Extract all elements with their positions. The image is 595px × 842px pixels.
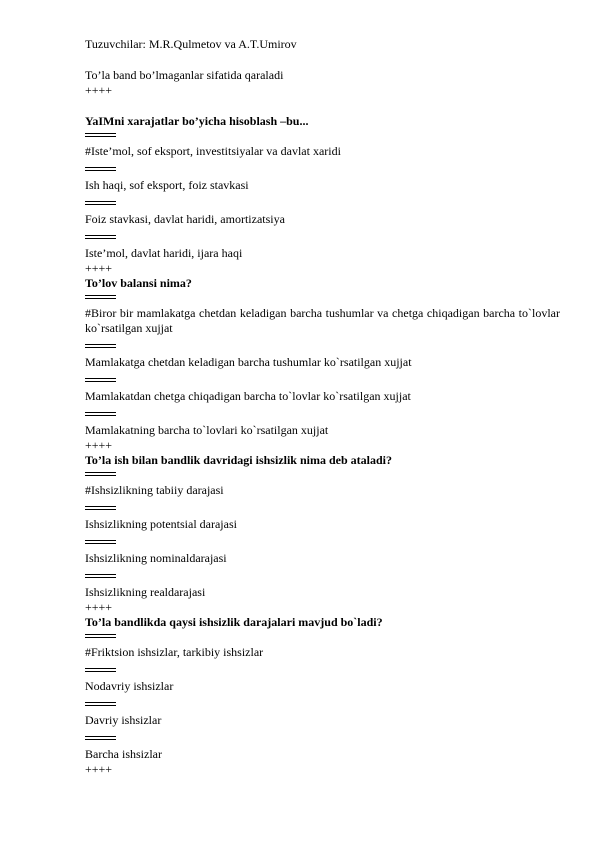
option-separator [85,231,116,242]
document-page [85,37,560,777]
question-title: To’lov balansi nima? [85,276,192,290]
plus-marker: ++++ [85,600,113,614]
answer-option: #Friktsion ishsizlar, tarkibiy ishsizlar [85,645,264,659]
answer-option: Ish haqi, sof eksport, foiz stavkasi [85,178,249,192]
option-separator [85,408,116,419]
plus-marker: ++++ [85,261,113,275]
answer-option: #Ishsizlikning tabiiy darajasi [85,483,224,497]
option-separator [85,732,116,743]
plus-marker: ++++ [85,83,113,97]
question-title: YaIMni xarajatlar bo’yicha hisoblash –bu... [85,114,309,128]
plus-marker: ++++ [85,762,113,776]
option-separator [85,570,116,581]
spacer [85,98,560,114]
answer-option: #Iste’mol, sof eksport, investitsiyalar va davlat xaridi [85,144,341,158]
option-separator [85,630,116,641]
answer-option: #Biror bir mamlakatga chetdan keladigan barcha tushumlar va chetga chiqadigan barcha to`lovlar ko`rsatilgan xujjat [85,306,560,335]
answer-option: Foiz stavkasi, davlat haridi, amortizatsiya [85,212,285,226]
option-separator [85,664,116,675]
answer-option: Nodavriy ishsizlar [85,679,174,693]
option-separator [85,502,116,513]
answer-option: Ishsizlikning nominaldarajasi [85,551,227,565]
answer-option: Mamlakatning barcha to`lovlari ko`rsatilgan xujjat [85,423,329,437]
spacer [85,52,560,68]
option-separator [85,291,116,302]
plus-marker: ++++ [85,438,113,452]
question-title: To’la ish bilan bandlik davridagi ishsizlik nima deb ataladi? [85,453,392,467]
answer-option: Mamlakatga chetdan keladigan barcha tushumlar ko`rsatilgan xujjat [85,355,412,369]
option-separator [85,197,116,208]
answer-option: Iste’mol, davlat haridi, ijara haqi [85,246,243,260]
intro-line: To’la band bo’lmaganlar sifatida qaraladi [85,68,284,82]
option-separator [85,374,116,385]
option-separator [85,468,116,479]
answer-option: Ishsizlikning realdarajasi [85,585,206,599]
option-separator [85,340,116,351]
option-separator [85,698,116,709]
option-separator [85,129,116,140]
authors-line: Tuzuvchilar: M.R.Qulmetov va A.T.Umirov [85,37,297,51]
answer-option: Barcha ishsizlar [85,747,162,761]
option-separator [85,163,116,174]
answer-option: Davriy ishsizlar [85,713,162,727]
answer-option: Ishsizlikning potentsial darajasi [85,517,237,531]
question-title: To’la bandlikda qaysi ishsizlik darajalari mavjud bo`ladi? [85,615,383,629]
option-separator [85,536,116,547]
answer-option: Mamlakatdan chetga chiqadigan barcha to`lovlar ko`rsatilgan xujjat [85,389,411,403]
